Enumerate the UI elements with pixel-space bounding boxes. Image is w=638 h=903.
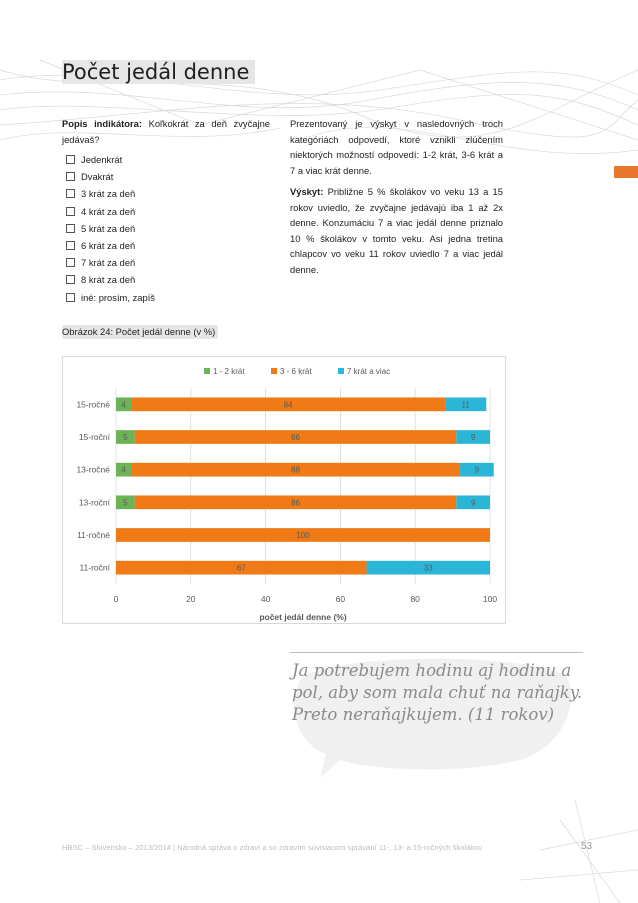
- category-label: 15-ročné: [76, 399, 110, 410]
- x-tick-label: 20: [186, 594, 196, 604]
- chart-container: [62, 356, 506, 624]
- data-label: 9: [470, 498, 476, 508]
- data-label: 88: [291, 465, 300, 475]
- x-tick-label: 60: [335, 594, 346, 604]
- x-tick-label: 40: [260, 594, 271, 604]
- list-item: 5 krát za deň: [62, 220, 270, 237]
- results-text: [290, 116, 503, 283]
- legend-swatch: [204, 368, 210, 374]
- page-title: Počet jedál denne: [62, 60, 255, 84]
- data-label: 33: [423, 563, 433, 573]
- data-label: 4: [121, 400, 126, 410]
- checkbox-icon: [66, 241, 75, 250]
- list-item: 8 krát za deň: [62, 271, 270, 288]
- intro-paragraph: Prezentovaný je výskyt v nasledovných troch kategóriách odpovedí, ktoré vznikli zlúčením niektorých možností odpovedí: 1-2 krát, 3-6 krát a 7 a viac krát denne.: [290, 118, 503, 176]
- checkbox-icon: [66, 207, 75, 216]
- legend-swatch: [338, 368, 344, 374]
- list-item: 6 krát za deň: [62, 237, 270, 254]
- data-label: 67: [236, 563, 246, 573]
- stacked-bar-chart: [62, 356, 506, 624]
- chart-border: [63, 357, 506, 624]
- data-label: 9: [470, 433, 476, 442]
- category-label: 15-roční: [78, 432, 110, 442]
- occurrence-label: Výskyt:: [290, 186, 324, 197]
- page-footer: HBSC – Slovensko – 2013/2014 | Národná správa o zdraví a so zdravím súvisiacom správaní 11-, 13- a 15-ročných školákov: [62, 843, 483, 852]
- data-label: 84: [283, 400, 293, 410]
- data-label: 5: [123, 433, 128, 442]
- list-item: iné: prosím, zapíš: [62, 289, 270, 306]
- data-label: 100: [296, 531, 310, 540]
- checkbox-icon: [66, 155, 75, 164]
- category-label: 11-roční: [79, 562, 110, 573]
- legend-swatch: [271, 368, 277, 374]
- indicator-label: Popis indikátora:: [62, 118, 143, 129]
- x-tick-label: 100: [482, 594, 498, 604]
- list-item: 7 krát za deň: [62, 254, 270, 271]
- data-label: 86: [291, 498, 300, 508]
- checkbox-icon: [66, 275, 75, 284]
- list-item: Jedenkrát: [62, 151, 270, 168]
- checkbox-icon: [66, 258, 75, 267]
- occurrence-paragraph: [290, 184, 503, 277]
- data-label: 4: [121, 465, 126, 475]
- category-label: 11-ročné: [77, 530, 110, 540]
- x-tick-label: 0: [113, 594, 119, 604]
- data-label: 9: [474, 465, 480, 475]
- indicator-question: Koľkokrát za deň zvyčajne jedávaš?: [62, 118, 270, 145]
- legend-label: 1 - 2 krát: [213, 367, 245, 376]
- data-label: 11: [461, 400, 470, 410]
- data-label: 86: [291, 433, 300, 442]
- checkbox-icon: [66, 224, 75, 233]
- indicator-description: [62, 116, 270, 306]
- section-tab-marker: [614, 166, 638, 178]
- legend-label: 7 krát a viac: [347, 367, 391, 376]
- page-number: 53: [581, 841, 593, 852]
- checkbox-icon: [66, 293, 75, 302]
- occurrence-text: Približne 5 % školákov vo veku 13 a 15 rokov uviedlo, že zvyčajne jedávajú iba 1 až 2x denne. Konzumáciu 7 a viac jedál denne priznalo 10 % školákov v tomto veku. Asi jedna tretina chlapcov vo veku 11 rokov uviedlo 7 a viac jedál denne.: [290, 186, 503, 275]
- figure-caption: Obrázok 24: Počet jedál denne (v %): [62, 325, 218, 339]
- x-tick-label: 80: [410, 594, 420, 604]
- legend-label: 3 - 6 krát: [280, 367, 312, 376]
- checkbox-icon: [66, 172, 75, 181]
- list-item: 3 krát za deň: [62, 185, 270, 202]
- category-label: 13-ročné: [76, 464, 110, 475]
- category-label: 13-roční: [78, 497, 110, 508]
- quote-divider: [290, 652, 583, 653]
- answer-options-list: [62, 151, 270, 306]
- quote-text: Ja potrebujem hodinu aj hodinu a pol, aby som mala chuť na raňajky. Preto neraňajkujem. (11 rokov): [292, 661, 583, 724]
- checkbox-icon: [66, 189, 75, 198]
- list-item: Dvakrát: [62, 168, 270, 185]
- x-axis-label: počet jedál denne (%): [259, 612, 347, 622]
- data-label: 5: [123, 498, 128, 508]
- list-item: 4 krát za deň: [62, 203, 270, 220]
